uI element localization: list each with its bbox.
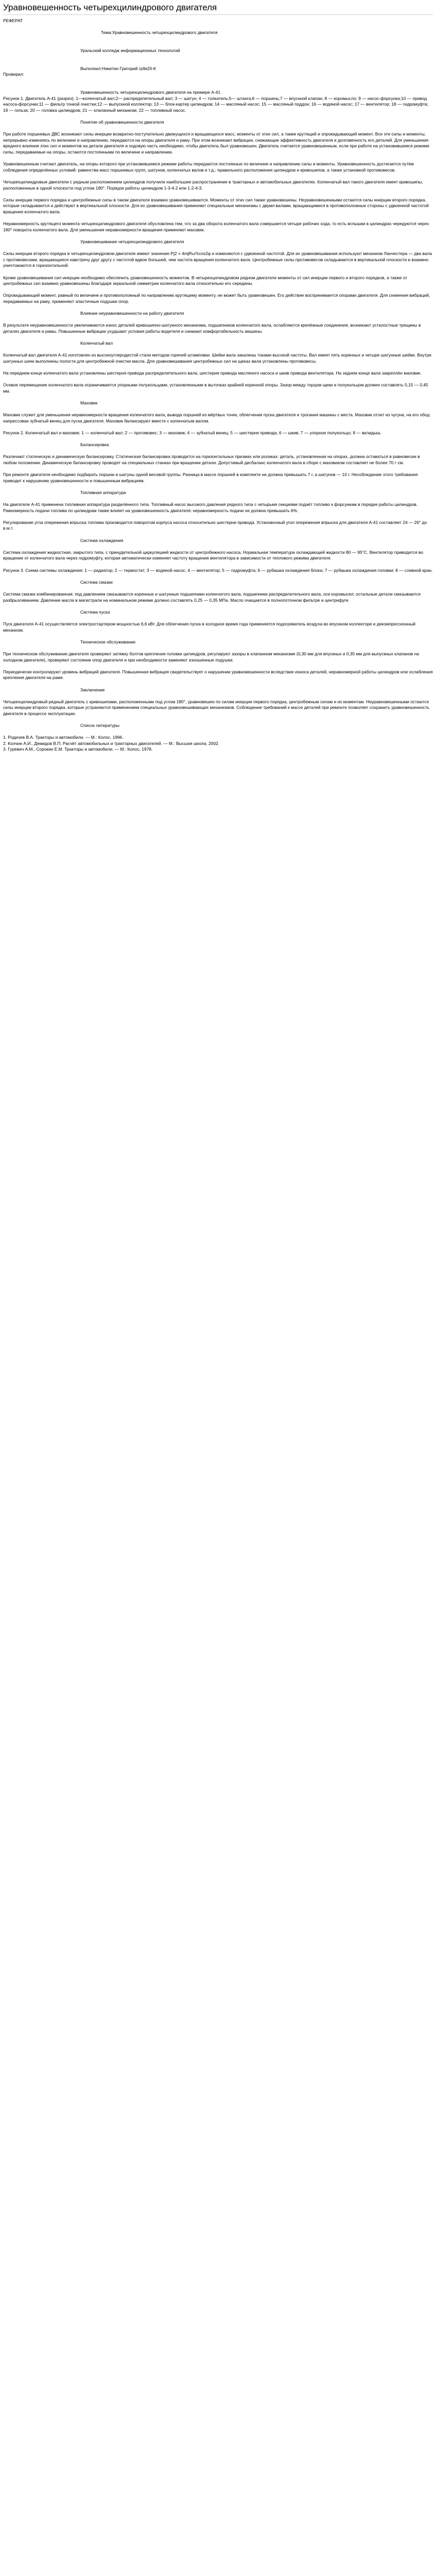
paragraph-spacer bbox=[3, 562, 433, 568]
paragraph: Рисунок 3. Схема системы охлаждения: 1 — радиатор; 2 — термостат; 3 — водяной насос; 4 — вентилятор; 5 — гидромуфта; 6 — рубашка охлаждения блока; 7 — рубашка охлаждения головки; 8 — сливной кран. bbox=[3, 567, 433, 573]
paragraph: При техническом обслуживании двигателя проверяют затяжку болтов крепления головки цилиндров, регулируют зазоры в клапанном механизме (0,30 мм для впускных и 0,35 мм для выпускных клапанов на холодном двигателе), проверяют состояние опор двигателя и при необходимости заменяют изношенные подушки. bbox=[3, 651, 421, 663]
paragraph-spacer bbox=[3, 544, 433, 550]
paragraph: Четырехцилиндровый рядный двигатель с кривошипами, расположенными под углом 180°, уравновешен по силам инерции первого порядка, центробежным силам и их моментам. Неуравновешенными остаются силы инерции второго порядка, которые устраняются применением специальных уравновешивающих механизмов. Соблюдение требований к массе деталей при ремонте позволяет сохранить уравновешенность двигателя в процессе эксплуатации. bbox=[3, 699, 431, 716]
paragraph: РЕФЕРАТ bbox=[3, 18, 23, 23]
paragraph-spacer bbox=[3, 603, 433, 609]
paragraph-spacer bbox=[3, 717, 433, 723]
paragraph: В результате неуравновешенности увеличиваются износ деталей кривошипно-шатунного механизма, подшипников коленчатого вала, ослабляются крепёжные соединения, возникают усталостные трещины в деталях двигателя и рамы. Повышенные вибрации ухудшают условия работы водителя и снижают комфортабельность машины. bbox=[3, 323, 422, 334]
paragraph-spacer bbox=[3, 663, 433, 669]
paragraph-spacer bbox=[3, 693, 433, 699]
paragraph: Рисунок 2. Коленчатый вал и маховик: 1 — коленчатый вал; 2 — противовес; 3 — маховик; 4 — зубчатый венец; 5 — шестерня привода; 6 — шкив; 7 — упорное полукольцо; 8 — вкладыш. bbox=[3, 430, 381, 435]
paragraph-spacer bbox=[3, 60, 433, 66]
paragraph-spacer bbox=[3, 585, 433, 591]
paragraph: Осевое перемещение коленчатого вала ограничивается упорными полукольцами, установленными в выточках крайней коренной опоры. Зазор между торцом щеки и полукольцом должен составлять 0,15 — 0,45 мм. bbox=[3, 382, 430, 394]
paragraph-spacer bbox=[3, 334, 433, 341]
paragraph-spacer bbox=[3, 496, 433, 502]
paragraph-spacer bbox=[3, 245, 433, 251]
paragraph: Система охлаждения bbox=[80, 537, 124, 543]
paragraph-spacer bbox=[3, 615, 433, 621]
paragraph: Выполнил:Никитин Григорий гр9к20-К bbox=[80, 65, 156, 71]
paragraph: Проверил: bbox=[3, 72, 24, 77]
paragraph-spacer bbox=[3, 532, 433, 538]
paragraph: Пуск двигателя А-41 осуществляется электростартером мощностью 6,6 кВт. Для облегчения пуска в холодное время года применяется подогреватель воздуха во впускном коллекторе и декомпрессионный механизм. bbox=[3, 621, 417, 633]
paragraph-spacer bbox=[3, 287, 433, 293]
paragraph-spacer bbox=[3, 78, 433, 84]
paragraph: Маховик bbox=[80, 400, 98, 405]
paragraph-spacer bbox=[3, 514, 433, 520]
paragraph-spacer bbox=[3, 424, 433, 430]
paragraph-spacer bbox=[3, 233, 433, 239]
paragraph: Система смазки комбинированная: под давлением смазываются коренные и шатунные подшипники коленчатого вала, подшипники распределительного вала, оси коромысел; остальные детали смазываются разбрызгиванием. Давление масла в магистрали на номинальном режиме должно составлять 0,25 — 0,35 МПа. Масло очищается в полнопоточном фильтре и центрифуге. bbox=[3, 591, 422, 603]
paragraph: Коленчатый вал bbox=[80, 341, 113, 346]
paragraph-spacer bbox=[3, 54, 433, 60]
paragraph: Регулирование угла опережения впрыска топлива производится поворотом корпуса насоса относительно шестерни привода. Установочный угол опережения впрыска для двигателя А-41 составляет 24 — 26° до в.м.т. bbox=[3, 519, 428, 531]
paragraph: Влияние неуравновешенности на работу двигателя bbox=[80, 311, 184, 316]
paragraph: Система пуска bbox=[80, 609, 110, 615]
paragraph: Силы инерции первого порядка и центробежные силы в таком двигателе взаимно уравновешиваются. Моменты от этих сил также уравновешены. Неуравновешенными остаются силы инерции второго порядка, которые складываются и действуют в вертикальной плоскости. Для их уравновешивания применяют специальные механизмы с двумя валами, вращающимися в противоположные стороны с удвоенной частотой вращения коленчатого вала. bbox=[3, 197, 430, 214]
paragraph: На переднем конце коленчатого вала установлены шестерня привода распределительного вала, шестерня привода масляного насоса и шкив привода вентилятора. На заднем конце вала закреплён маховик. bbox=[3, 370, 422, 376]
paragraph-spacer bbox=[3, 24, 433, 30]
paragraph-spacer bbox=[3, 681, 433, 687]
paragraph-spacer bbox=[3, 317, 433, 323]
paragraph-spacer bbox=[3, 436, 433, 443]
paragraph: Тема:Уравновешенность четырехцилиндрового двигателя bbox=[101, 30, 218, 36]
paragraph: 1. Родичев В.А. Тракторы и автомобили. — М.: Колос, 1996. bbox=[3, 735, 124, 740]
paragraph-spacer bbox=[3, 448, 433, 454]
paragraph: Уравновешивание четырехцилиндрового двигателя bbox=[80, 239, 184, 244]
paragraph: Уравновешенным считают двигатель, на опоры которого при установившемся режиме работы передаются постоянные по величине и направлению силы и моменты. Уравновешенность достигается путём соблюдения определённых условий: равенства масс поршневых групп, шатунов, коленчатых валов и т.д.; правильного расположения цилиндров и кривошипов, а также установкой противовесов. bbox=[3, 161, 415, 173]
page-title: Уравновешенность четырехцилиндрового двигателя bbox=[3, 3, 217, 12]
paragraph: Силы инерции второго порядка в четырехцилиндровом двигателе имеют значение Pj2 = 4mjRω²λcos2φ и изменяются с удвоенной частотой. Для их уравновешивания используют механизм Ланчестера — два вала с противовесами, вращающиеся навстречу друг другу с частотой вдвое большей, чем частота вращения коленчатого вала. Центробежные силы противовесов складываются в вертикальной плоскости и взаимно уничтожаются в горизонтальной. bbox=[3, 251, 433, 268]
title-divider bbox=[3, 14, 433, 15]
paragraph: При работе поршневых ДВС возникают силы инерции возвратно-поступательно движущихся и вращающихся масс, моменты от этих сил, а также крутящий и опрокидывающий момент. Все эти силы и моменты, непрерывно изменяясь по величине и направлению, передаются на опоры двигателя и раму. При этом возникают вибрации, снижающие эффективность двигателя и долговечность его деталей. Для уменьшения вредного влияния этих сил и моментов на детали двигателя и ходовую часть необходимо, чтобы двигатель был уравновешен. Двигатель считается уравновешенным, если при работе на установившемся режиме силы, передаваемые на опоры, остаются постоянными по величине и направлению. bbox=[3, 131, 431, 155]
paragraph-spacer bbox=[3, 406, 433, 413]
document-body bbox=[3, 18, 433, 753]
paragraph: Список литературы bbox=[80, 723, 119, 728]
paragraph-spacer bbox=[3, 645, 433, 651]
paragraph-spacer bbox=[3, 484, 433, 490]
paragraph-spacer bbox=[3, 729, 433, 735]
paragraph: На двигателе А-41 применена топливная аппаратура разделённого типа. Топливный насос высокого давления рядного типа с четырьмя секциями подаёт топливо к форсункам в порядке работы цилиндров. Равномерность подачи топлива по цилиндрам также влияет на уравновешенность двигателя: неравномерность подачи не должна превышать 6%. bbox=[3, 502, 419, 513]
paragraph: Уральский колледж информационных технологий bbox=[80, 47, 180, 53]
paragraph: Уравновешенность четырехцилиндрового двигателя на примере А-41 bbox=[80, 90, 221, 95]
paragraph-spacer bbox=[3, 573, 433, 580]
paragraph-spacer bbox=[3, 126, 433, 132]
paragraph: Различают статическую и динамическую балансировку. Статическая балансировка проводится на горизонтальных призмах или роликах: деталь, установленная на опорах, должна оставаться в равновесии в любом положении. Динамическую балансировку проводят на специальных станках при вращении детали. Допустимый дисбаланс коленчатого вала в сборе с маховиком составляет не более 70 г·см. bbox=[3, 454, 421, 465]
paragraph: Заключение bbox=[80, 687, 105, 692]
paragraph-spacer bbox=[3, 347, 433, 353]
paragraph: Топливная аппаратура bbox=[80, 489, 126, 495]
paragraph: Техническое обслуживание bbox=[80, 639, 136, 645]
paragraph: Балансировка bbox=[80, 442, 109, 448]
paragraph: Маховик служит для уменьшения неравномерности вращения коленчатого вала, вывода поршней из мёртвых точек, облегчения пуска двигателя и трогания машины с места. Маховик отлит из чугуна, на его обод напрессован зубчатый венец для пуска двигателя. Маховик балансируют вместе с коленчатым валом. bbox=[3, 412, 431, 423]
paragraph-spacer bbox=[3, 42, 433, 48]
paragraph-spacer bbox=[3, 36, 433, 42]
paragraph: 2. Колчин А.И., Демидов В.П. Расчёт автомобильных и тракторных двигателей. — М.: Высшая школа, 2002. bbox=[3, 740, 220, 746]
paragraph: Четырехцилиндровые двигатели с рядным расположением цилиндров получили наибольшее распространение в тракторных и автомобильных двигателях. Коленчатый вал такого двигателя имеет кривошипы, расположенные в одной плоскости под углом 180°. Порядок работы цилиндров 1-3-4-2 или 1-2-4-3. bbox=[3, 179, 425, 191]
paragraph: Понятие об уравновешенности двигателя bbox=[80, 120, 164, 125]
paragraph-spacer bbox=[3, 84, 433, 90]
paragraph-spacer bbox=[3, 269, 433, 275]
paragraph: 3. Гуревич А.М., Сорокин Е.М. Тракторы и автомобили. — М.: Колос, 1978. bbox=[3, 747, 153, 752]
paragraph-spacer bbox=[3, 305, 433, 311]
paragraph-spacer bbox=[3, 215, 433, 222]
page bbox=[0, 0, 436, 760]
paragraph-spacer bbox=[3, 156, 433, 162]
paragraph-spacer bbox=[3, 466, 433, 472]
paragraph-spacer bbox=[3, 394, 433, 400]
paragraph: Кроме уравновешивания сил инерции необходимо обеспечить уравновешенность моментов. В четырехцилиндровом рядном двигателе моменты от сил инерции первого и второго порядков, а также от центробежных сил взаимно уравновешены благодаря зеркальной симметрии коленчатого вала относительно его середины. bbox=[3, 275, 409, 286]
paragraph: Система смазки bbox=[80, 579, 113, 585]
paragraph-spacer bbox=[3, 633, 433, 639]
paragraph: Периодически контролируют уровень вибраций двигателя. Повышенная вибрация свидетельствует о нарушении уравновешенности вследствие износа деталей, неравномерной работы цилиндров или ослабления крепления двигателя на раме. bbox=[3, 669, 434, 681]
paragraph: При ремонте двигателя необходимо подбирать поршни и шатуны одной весовой группы. Разница в массе поршней в комплекте не должна превышать 7 г, а шатунов — 10 г. Несоблюдение этого требования приводит к нарушению уравновешенности и повышенным вибрациям. bbox=[3, 472, 419, 483]
paragraph: Коленчатый вал двигателя А-41 изготовлен из высокоуглеродистой стали методом горячей штамповки. Шейки вала закалены токами высокой частоты. Вал имеет пять коренных и четыре шатунные шейки. Внутри шатунных шеек выполнены полости для центробежной очистки масла. Для уравновешивания центробежных сил на щеках вала установлены противовесы. bbox=[3, 352, 433, 364]
paragraph: Система охлаждения жидкостная, закрытого типа, с принудительной циркуляцией жидкости от центробежного насоса. Нормальная температура охлаждающей жидкости 80 — 95°С. Вентилятор приводится во вращение от коленчатого вала через гидромуфту, которая автоматически изменяет частоту вращения вентилятора в зависимости от теплового режима двигателя. bbox=[3, 549, 425, 561]
paragraph-spacer bbox=[3, 364, 433, 370]
paragraph: Неравномерность крутящего момента четырехцилиндрового двигателя обусловлена тем, что за два оборота коленчатого вала совершается четыре рабочих хода, то есть вспышки в цилиндрах чередуются через 180° поворота коленчатого вала. Для уменьшения неравномерности вращения применяют маховик. bbox=[3, 221, 430, 232]
paragraph-spacer bbox=[3, 114, 433, 120]
paragraph: Рисунок 1. Двигатель А-41 (разрез): 1—коленчатый вал;2— распределительный вал; 3 — шатун; 4 — толкатель;5— штанга;6 — поршень;7 — впускной клапан; 8 — коромысло; 9 — насос-форсунка;10 — привод насоса-форсунки;11 — фильтр тонкой очистки;12 — выпускной коллектор; 13 — блок-картер цилиндров; 14 — масляный насос; 15 — масляный поддон; 16 — водяной насос; 17 — вентилятор; 18 — гидромуфта; 19 — гильза; 20 — головка цилиндров; 21 — клапанный механизм; 22 — топливный насос. bbox=[3, 95, 430, 113]
paragraph-spacer bbox=[3, 173, 433, 179]
paragraph: Опрокидывающий момент, равный по величине и противоположный по направлению крутящему моменту, не может быть уравновешен. Его действие воспринимается опорами двигателя. Для снижения вибраций, передаваемых на раму, применяют эластичные подушки опор. bbox=[3, 293, 431, 304]
paragraph-spacer bbox=[3, 191, 433, 197]
paragraph-spacer bbox=[3, 377, 433, 383]
